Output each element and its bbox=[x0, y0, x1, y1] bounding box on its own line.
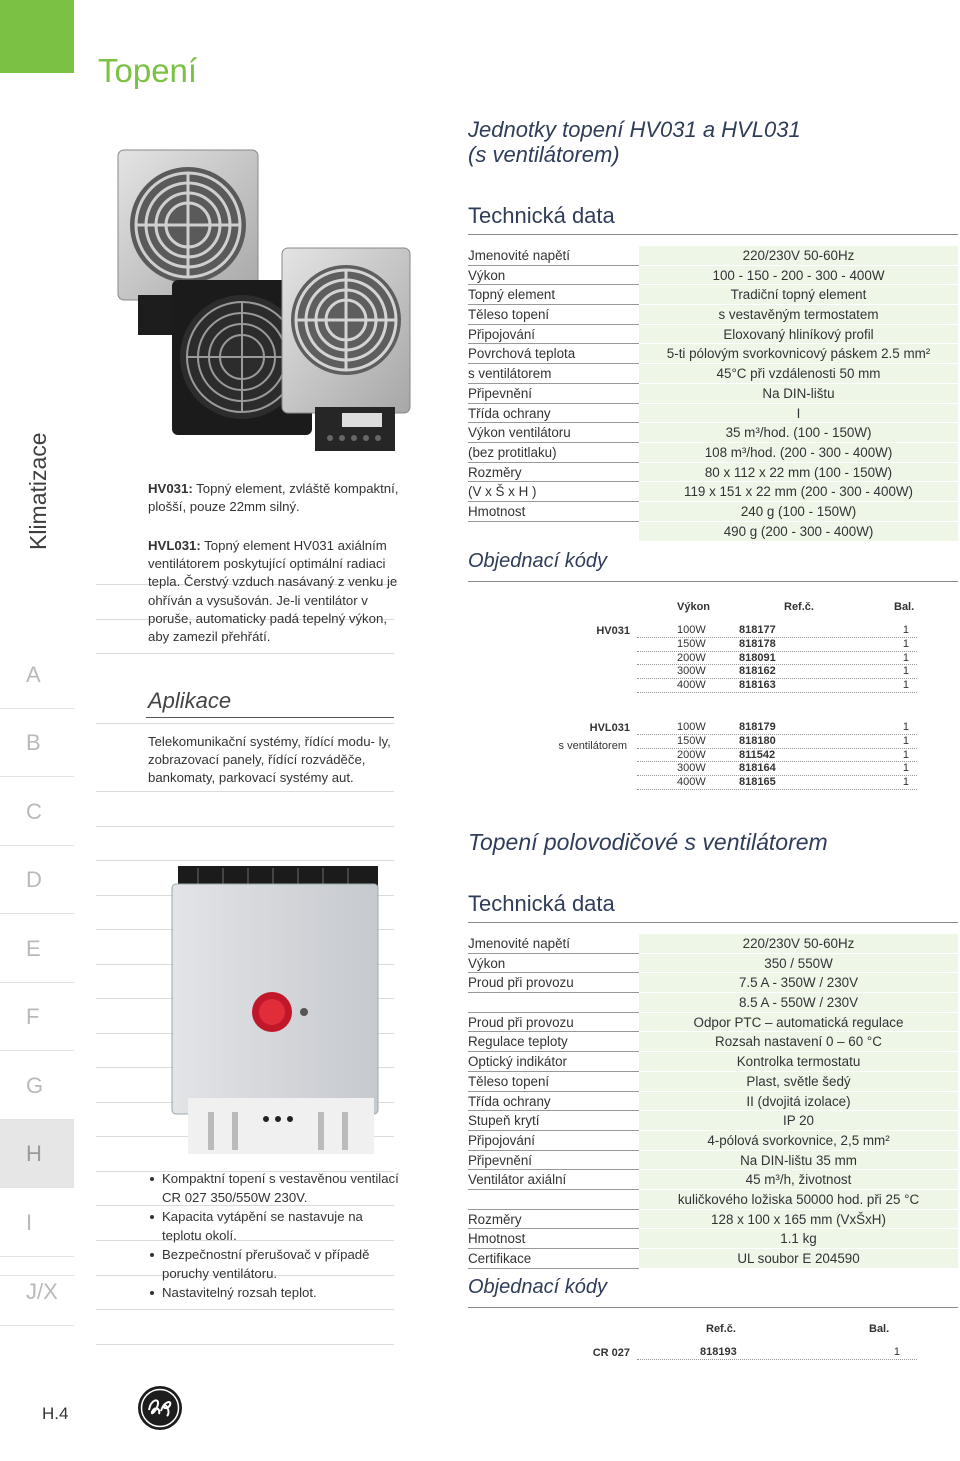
section1-spec-table bbox=[468, 246, 958, 541]
sidebar-divider bbox=[0, 1275, 74, 1276]
spec-row bbox=[468, 973, 958, 993]
hvl031-text: Topný element HV031 axiálním ventilátorem poskytující optimální radiaci tepla. Čerstvý vzduch nasávaný z venku je ohříván a vysušován. Je-li ventilátor v poruše, automaticky padá tepelný výkon, aby zamezil přehřátí. bbox=[148, 538, 398, 645]
order-ref: 811542 bbox=[739, 748, 776, 761]
spec-value: 108 m³/hod. (200 - 300 - 400W) bbox=[639, 443, 958, 463]
order-ref: 818162 bbox=[739, 665, 776, 678]
spec-label bbox=[468, 993, 639, 1013]
spec-label: Certifikace bbox=[468, 1249, 639, 1269]
spec-label: Ventilátor axiální bbox=[468, 1170, 639, 1190]
spec-value: 45°C při vzdálenosti 50 mm bbox=[639, 364, 958, 384]
spec-row bbox=[468, 954, 958, 974]
spec-value: 240 g (100 - 150W) bbox=[639, 502, 958, 522]
spec-label: Regulace teploty bbox=[468, 1032, 639, 1052]
section1-order-rule bbox=[468, 581, 958, 582]
table-row bbox=[637, 721, 917, 735]
section1-title bbox=[468, 117, 801, 167]
spec-value: 45 m³/h, životnost bbox=[639, 1170, 958, 1190]
spec-value: Na DIN-lištu bbox=[639, 384, 958, 404]
spec-value: Rozsah nastavení 0 – 60 °C bbox=[639, 1032, 958, 1052]
order-power: 300W bbox=[677, 762, 706, 775]
spec-row bbox=[468, 344, 958, 364]
ge-logo bbox=[137, 1385, 183, 1431]
table-row bbox=[637, 624, 917, 638]
hv031-description bbox=[148, 480, 400, 516]
order-bal: 1 bbox=[902, 748, 909, 761]
spec-row bbox=[468, 1151, 958, 1171]
order2-label-cr027: CR 027 bbox=[592, 1347, 630, 1359]
table-row bbox=[637, 638, 917, 652]
order2-col-bal: Bal. bbox=[869, 1323, 890, 1335]
spec-label: Jmenovité napětí bbox=[468, 934, 639, 954]
spec-label: Hmotnost bbox=[468, 1229, 639, 1249]
sidebar bbox=[0, 0, 74, 1461]
spec-value: 100 - 150 - 200 - 300 - 400W bbox=[639, 266, 958, 286]
order2-table bbox=[637, 1346, 917, 1360]
spec-row bbox=[468, 1229, 958, 1249]
spec-label: Připevnění bbox=[468, 1151, 639, 1171]
spec-value: 7.5 A - 350W / 230V bbox=[639, 973, 958, 993]
feature-list bbox=[148, 1169, 400, 1302]
hvl031-description bbox=[148, 537, 400, 646]
spec-value: 1.1 kg bbox=[639, 1229, 958, 1249]
chapter-index-c[interactable]: C bbox=[0, 778, 74, 846]
spec-label bbox=[468, 1190, 639, 1210]
spec-row bbox=[468, 443, 958, 463]
chapter-index-i[interactable]: I bbox=[0, 1189, 74, 1257]
spec-label bbox=[468, 522, 639, 542]
page-title: Topení bbox=[98, 52, 198, 89]
spec-value: Tradiční topný element bbox=[639, 285, 958, 305]
section2-title: Topení polovodičové s ventilátorem bbox=[468, 829, 828, 855]
order-ref: 818177 bbox=[739, 624, 776, 636]
order-power: 100W bbox=[677, 624, 706, 636]
chapter-index-g[interactable]: G bbox=[0, 1052, 74, 1120]
spec-row bbox=[468, 1092, 958, 1112]
feature-item: Kapacita vytápění se nastavuje na teplotu okolí. bbox=[148, 1207, 400, 1245]
feature-item: Nastavitelný rozsah teplot. bbox=[148, 1283, 400, 1302]
chapter-index-e[interactable]: E bbox=[0, 915, 74, 983]
left-rule bbox=[96, 723, 394, 724]
spec-row bbox=[468, 1190, 958, 1210]
order-power: 400W bbox=[677, 776, 706, 789]
order-bal: 1 bbox=[902, 721, 909, 733]
spec-label: Optický indikátor bbox=[468, 1052, 639, 1072]
order-ref: 818091 bbox=[739, 651, 776, 664]
spec-label: (V x Š x H ) bbox=[468, 482, 639, 502]
order-bal: 1 bbox=[902, 734, 909, 747]
order-power: 300W bbox=[677, 665, 706, 678]
spec-label: Rozměry bbox=[468, 1210, 639, 1230]
chapter-index-a[interactable]: A bbox=[0, 641, 74, 709]
order-ref: 818164 bbox=[739, 762, 776, 775]
spec-label: Připojování bbox=[468, 1131, 639, 1151]
spec-label: Třída ochrany bbox=[468, 1092, 639, 1112]
corner-accent bbox=[0, 0, 74, 73]
spec-row bbox=[468, 1013, 958, 1033]
spec-row bbox=[468, 384, 958, 404]
order2-ref: 818193 bbox=[700, 1346, 737, 1358]
spec-row bbox=[468, 1032, 958, 1052]
spec-label: Připojování bbox=[468, 325, 639, 345]
chapter-index-b[interactable]: B bbox=[0, 709, 74, 777]
feature-item: Kompaktní topení s vestavěnou ventilací CR 027 350/550W 230V. bbox=[148, 1169, 400, 1207]
spec-row bbox=[468, 482, 958, 502]
order-power: 200W bbox=[677, 748, 706, 761]
section2-order-heading: Objednací kódy bbox=[468, 1276, 607, 1298]
spec-row bbox=[468, 305, 958, 325]
spec-value: 220/230V 50-60Hz bbox=[639, 934, 958, 954]
section2-tech-heading: Technická data bbox=[468, 891, 615, 916]
spec-label: Těleso topení bbox=[468, 305, 639, 325]
spec-row bbox=[468, 266, 958, 286]
chapter-index-j-x[interactable]: J/X bbox=[0, 1258, 74, 1326]
order-power: 200W bbox=[677, 651, 706, 664]
order-bal: 1 bbox=[902, 624, 909, 636]
table-row bbox=[637, 679, 917, 693]
spec-value: Odpor PTC – automatická regulace bbox=[639, 1013, 958, 1033]
order-power: 150W bbox=[677, 637, 706, 650]
section1-title-line1: Jednotky topení HV031 a HVL031 bbox=[468, 117, 801, 142]
order-bal: 1 bbox=[902, 637, 909, 650]
hvl031-name: HVL031: bbox=[148, 538, 201, 553]
left-rule bbox=[96, 1309, 394, 1310]
table-row bbox=[637, 749, 917, 763]
spec-value: 119 x 151 x 22 mm (200 - 300 - 400W) bbox=[639, 482, 958, 502]
spec-row bbox=[468, 404, 958, 424]
section2-order-rule bbox=[468, 1307, 958, 1308]
order-power: 150W bbox=[677, 734, 706, 747]
table-row bbox=[637, 1346, 917, 1360]
order-table-hvl031 bbox=[637, 721, 917, 790]
spec-row bbox=[468, 993, 958, 1013]
spec-value: 128 x 100 x 165 mm (VxŠxH) bbox=[639, 1210, 958, 1230]
spec-value: 4-pólová svorkovnice, 2,5 mm² bbox=[639, 1131, 958, 1151]
spec-label: Rozměry bbox=[468, 463, 639, 483]
spec-label: Proud při provozu bbox=[468, 973, 639, 993]
spec-value: kuličkového ložiska 50000 hod. při 25 °C bbox=[639, 1190, 958, 1210]
order-bal: 1 bbox=[902, 762, 909, 775]
section1-order-heading: Objednací kódy bbox=[468, 550, 607, 572]
chapter-index-h[interactable]: H bbox=[0, 1120, 74, 1188]
spec-label: Topný element bbox=[468, 285, 639, 305]
table-row bbox=[637, 652, 917, 666]
order-ref: 818178 bbox=[739, 637, 776, 650]
spec-row bbox=[468, 1210, 958, 1230]
spec-value: 5-ti pólovým svorkovnicový páskem 2.5 mm² bbox=[639, 344, 958, 364]
order-group-label-hv031: HV031 bbox=[596, 625, 630, 637]
page-number: H.4 bbox=[42, 1404, 69, 1423]
spec-value: Eloxovaný hliníkový profil bbox=[639, 325, 958, 345]
cr027-heater-product-image bbox=[168, 862, 386, 1162]
order-col-vykon: Výkon bbox=[677, 601, 711, 613]
order-bal: 1 bbox=[902, 679, 909, 692]
order-power: 100W bbox=[677, 721, 706, 733]
order-table-hv031 bbox=[637, 624, 917, 693]
spec-label: Výkon bbox=[468, 266, 639, 286]
spec-label: Proud při provozu bbox=[468, 1013, 639, 1033]
spec-value: 220/230V 50-60Hz bbox=[639, 246, 958, 266]
order-power: 400W bbox=[677, 679, 706, 692]
spec-row bbox=[468, 934, 958, 954]
spec-row bbox=[468, 463, 958, 483]
order-col-ref: Ref.č. bbox=[784, 601, 814, 613]
spec-value: s vestavěným termostatem bbox=[639, 305, 958, 325]
spec-label: s ventilátorem bbox=[468, 364, 639, 384]
spec-row bbox=[468, 325, 958, 345]
aplikace-rule bbox=[146, 717, 394, 718]
spec-value: Plast, světle šedý bbox=[639, 1072, 958, 1092]
spec-value: Kontrolka termostatu bbox=[639, 1052, 958, 1072]
order-ref: 818180 bbox=[739, 734, 776, 747]
table-row bbox=[637, 665, 917, 679]
spec-value: 350 / 550W bbox=[639, 954, 958, 974]
spec-label: Jmenovité napětí bbox=[468, 246, 639, 266]
order-ref: 818163 bbox=[739, 679, 776, 692]
section-label: Klimatizace bbox=[25, 432, 51, 550]
spec-value: II (dvojitá izolace) bbox=[639, 1092, 958, 1112]
spec-label: Připevnění bbox=[468, 384, 639, 404]
order-group-sub-hvl031: s ventilátorem bbox=[558, 740, 627, 752]
spec-row bbox=[468, 1249, 958, 1269]
left-rule bbox=[96, 826, 394, 827]
spec-value: 80 x 112 x 22 mm (100 - 150W) bbox=[639, 463, 958, 483]
spec-row bbox=[468, 1052, 958, 1072]
order-bal: 1 bbox=[902, 665, 909, 678]
spec-label: Výkon ventilátoru bbox=[468, 423, 639, 443]
order-ref: 818179 bbox=[739, 721, 776, 733]
spec-value: 490 g (200 - 300 - 400W) bbox=[639, 522, 958, 542]
order2-bal: 1 bbox=[893, 1346, 900, 1358]
order-bal: 1 bbox=[902, 651, 909, 664]
spec-row bbox=[468, 423, 958, 443]
order-group-label-hvl031: HVL031 bbox=[589, 722, 630, 734]
order-ref: 818165 bbox=[739, 776, 776, 789]
hv031-name: HV031: bbox=[148, 481, 193, 496]
table-row bbox=[637, 776, 917, 790]
hv-heater-product-image bbox=[110, 145, 415, 465]
left-rule bbox=[96, 1344, 394, 1345]
spec-row bbox=[468, 1072, 958, 1092]
aplikace-text: Telekomunikační systémy, řídící modu- ly, zobrazovací panely, řídící rozváděče, bankomaty, parkovací systémy aut. bbox=[148, 734, 391, 786]
order-col-bal: Bal. bbox=[894, 601, 915, 613]
chapter-index-d[interactable]: D bbox=[0, 846, 74, 914]
spec-row bbox=[468, 246, 958, 266]
spec-value: I bbox=[639, 404, 958, 424]
table-row bbox=[637, 762, 917, 776]
section2-tech-rule bbox=[468, 922, 958, 923]
spec-row bbox=[468, 364, 958, 384]
aplikace-heading: Aplikace bbox=[148, 688, 232, 713]
spec-row bbox=[468, 522, 958, 542]
spec-value: UL soubor E 204590 bbox=[639, 1249, 958, 1269]
spec-row bbox=[468, 1170, 958, 1190]
table-row bbox=[637, 735, 917, 749]
order-bal: 1 bbox=[902, 776, 909, 789]
spec-value: IP 20 bbox=[639, 1111, 958, 1131]
spec-row bbox=[468, 1131, 958, 1151]
spec-label: Stupeň krytí bbox=[468, 1111, 639, 1131]
spec-label: Povrchová teplota bbox=[468, 344, 639, 364]
spec-label: Třída ochrany bbox=[468, 404, 639, 424]
hv031-text: Topný element, zvláště kompaktní, plošší, pouze 22mm silný. bbox=[148, 481, 399, 515]
order2-col-ref: Ref.č. bbox=[706, 1323, 736, 1335]
left-rule bbox=[96, 860, 394, 861]
chapter-index-f[interactable]: F bbox=[0, 983, 74, 1051]
spec-value: Na DIN-lištu 35 mm bbox=[639, 1151, 958, 1171]
section1-tech-heading: Technická data bbox=[468, 203, 615, 228]
spec-label: Těleso topení bbox=[468, 1072, 639, 1092]
section1-title-line2: (s ventilátorem) bbox=[468, 142, 620, 167]
section1-tech-rule bbox=[468, 234, 958, 235]
feature-item: Bezpečnostní přerušovač v případě poruchy ventilátoru. bbox=[148, 1245, 400, 1283]
spec-value: 35 m³/hod. (100 - 150W) bbox=[639, 423, 958, 443]
spec-label: (bez protitlaku) bbox=[468, 443, 639, 463]
spec-label: Výkon bbox=[468, 954, 639, 974]
spec-value: 8.5 A - 550W / 230V bbox=[639, 993, 958, 1013]
spec-row bbox=[468, 285, 958, 305]
spec-label: Hmotnost bbox=[468, 502, 639, 522]
left-rule bbox=[96, 653, 394, 654]
section2-spec-table bbox=[468, 934, 958, 1269]
left-rule bbox=[96, 791, 394, 792]
spec-row bbox=[468, 1111, 958, 1131]
spec-row bbox=[468, 502, 958, 522]
